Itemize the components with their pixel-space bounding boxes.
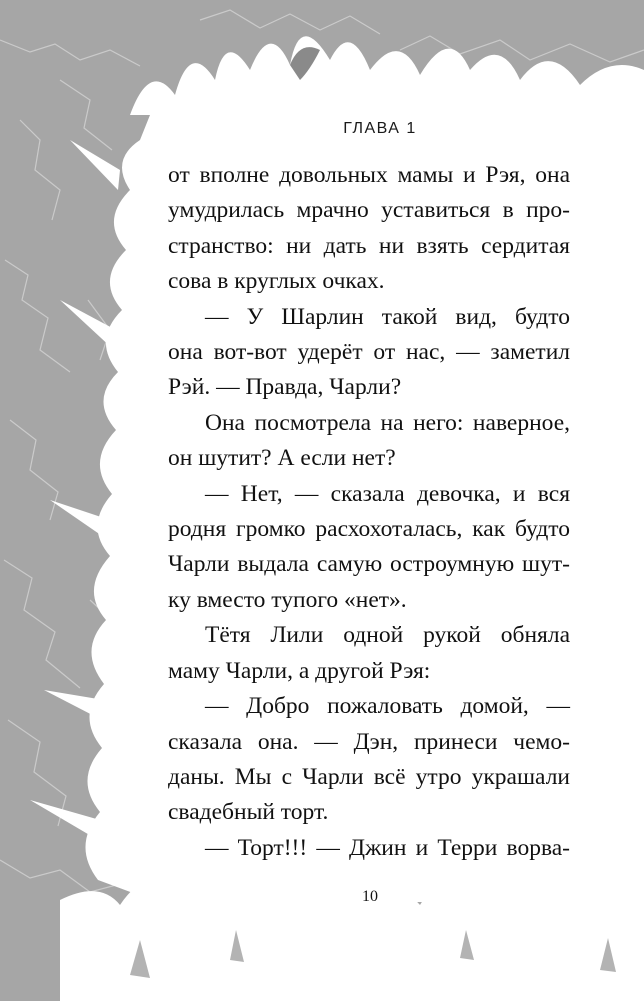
text-line: — У Шарлин такой вид, будто [205, 303, 570, 330]
text-line: сова в круглых очках. [168, 268, 385, 295]
text-line: Тётя Лили одной рукой обняла [205, 622, 570, 649]
text-line: свадебный торт. [168, 799, 329, 826]
text-line: — Нет, — сказала девочка, и вся [205, 480, 570, 507]
text-line: ку вместо тупого «нет». [168, 586, 407, 613]
text-line: — Добро пожаловать домой, — [205, 693, 570, 720]
text-line: он шутит? А если нет? [168, 445, 396, 472]
text-line: сказала она. — Дэн, принеси чемо- [168, 728, 570, 755]
text-line: родня громко расхохоталась, как будто [168, 516, 570, 543]
chapter-heading: ГЛАВА 1 [343, 120, 417, 137]
text-line: Она посмотрела на него: наверное, [205, 409, 570, 436]
text-line: от вполне довольных мамы и Рэя, она [168, 162, 570, 188]
text-line: маму Чарли, а другой Рэя: [168, 657, 431, 684]
text-line: даны. Мы с Чарли всё утро украшали [168, 763, 570, 790]
text-line: умудрилась мрачно уставиться в про- [168, 197, 570, 224]
text-line: Рэй. — Правда, Чарли? [168, 374, 402, 401]
text-line: Чарли выдала самую остроумную шут- [168, 551, 570, 578]
text-line: — Торт!!! — Джин и Терри ворва- [205, 834, 570, 861]
text-line: она вот-вот удерёт от нас, — заметил [168, 339, 570, 366]
body-text [168, 158, 570, 866]
page-number: 10 [362, 888, 378, 905]
text-line: странство: ни дать ни взять сердитая [168, 232, 570, 259]
